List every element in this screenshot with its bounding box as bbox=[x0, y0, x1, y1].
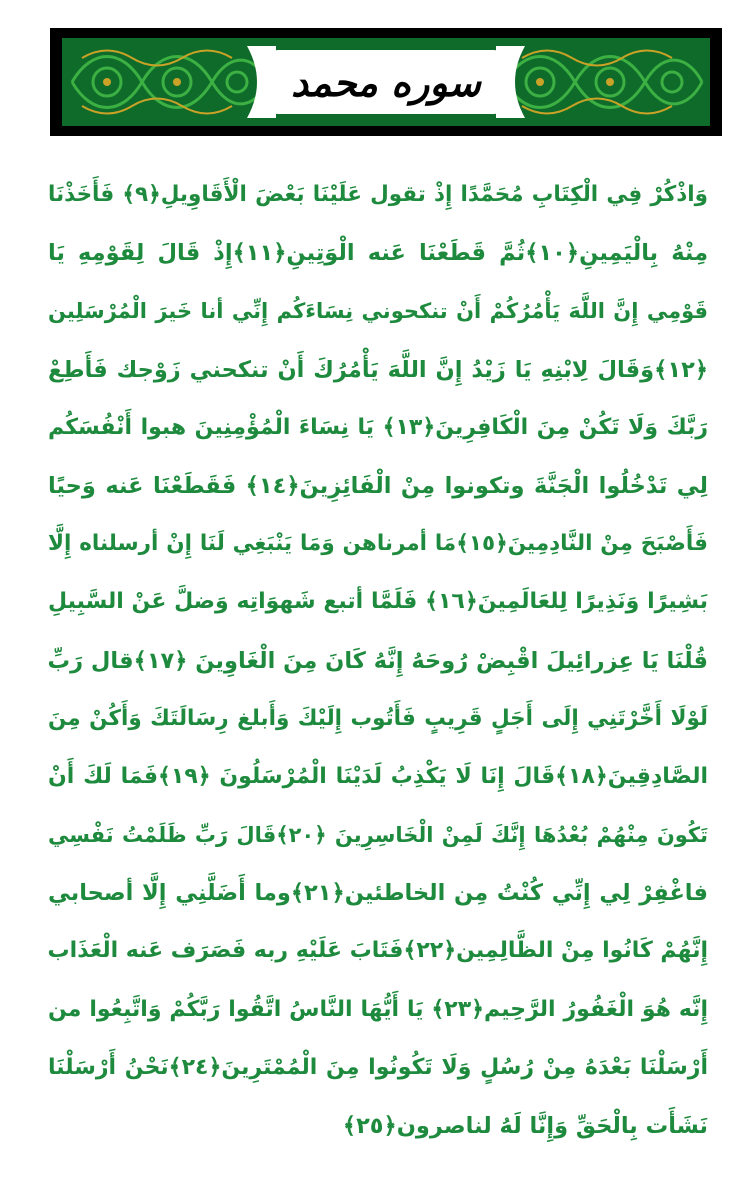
title-cartouche bbox=[272, 50, 500, 114]
verse-text-block bbox=[48, 166, 708, 1155]
text-line: فَأَصْبَحَ مِنْ النَّادِمِينَ﴿١٥﴾مَا أمرناهن وَمَا يَنْبَغِي لَنَا إِنْ أرسلناه إِلَّا bbox=[48, 531, 708, 557]
text-line: قَوْمِي إِنَّ اللَّهَ يَأْمُرُكُمْ أَنْ تنكحوني نِسَاءَكُم إِنِّي أنا خَيرَ الْمُرْسَلِين bbox=[48, 299, 708, 324]
text-line: فاغْفِرْ لِي إِنِّي كُنْتُ مِن الخاطئين﴿٢١﴾وما أَضَلَّنِي إِلَّا أصحابي bbox=[48, 880, 708, 907]
text-line: إِنَّهُمْ كَانُوا مِنْ الظَّالِمِين﴿٢٢﴾فَتَابَ عَلَيْهِ ربه فَصَرَف عَنه الْعَذَاب bbox=[47, 938, 708, 964]
text-line: وَاذْكُرْ فِي الْكِتَابِ مُحَمَّدًا إِذْ تقول عَلَيْنَا بَعْضَ الْأَقَاوِيلِ﴿٩﴾ فَأَخَذْنَا bbox=[48, 182, 708, 207]
text-line: لِي تَدْخُلُوا الْجَنَّةَ وتكونوا مِنْ الْفَائِزِينَ﴿١٤﴾ فَقَطَعْنَا عَنه وَحيًا bbox=[48, 472, 708, 499]
text-line: أَرْسَلْنَا بَعْدَهُ مِنْ رُسُلٍ وَلَا تَكُونُوا مِنَ الْمُمْتَرِينَ﴿٢٤﴾نَحْنُ أَرْسَلْنَا bbox=[48, 1054, 708, 1080]
text-line: نَشَأَت بِالْحَقِّ وَإِنَّا لَهُ لناصرون﴿٢٥﴾ bbox=[342, 1113, 708, 1139]
text-line: قُلْنَا يَا عِزرائِيلَ اقْبِضْ رُوحَهُ إِنَّهُ كَانَ مِنَ الْغَاوِينَ ﴿١٧﴾قال رَبِّ bbox=[47, 647, 708, 674]
ornamental-frame bbox=[62, 38, 710, 126]
text-line: لَوْلَا أَخَّرْتَنِي إِلَى أَجَلٍ قَرِيبٍ فَأَتُوب إِلَيْكَ وَأَبلغ رِسَالَتَكَ وَأَكُنْ مِنَ bbox=[48, 705, 708, 731]
text-line: إِنَّه هُوَ الْغَفُورُ الرَّحِيم﴿٢٣﴾ يَا أَيُّهَا النَّاسُ اتَّقُوا رَبَّكُمْ وَاتَّبِعُوا من bbox=[48, 996, 708, 1022]
text-line: رَبَّكَ وَلَا تَكُنْ مِنَ الْكَافِرِينَ﴿١٣﴾ يَا نِسَاءَ الْمُؤْمِنِينَ هبوا أَنْفُسَكُم bbox=[48, 414, 708, 440]
text-line: بَشِيرًا وَنَذِيرًا لِلعَالَمِينَ﴿١٦﴾ فَلَمَّا أتبع شَهوَاتِه وَضلَّ عَنْ السَّبِيلِ bbox=[48, 589, 708, 615]
text-line: تَكُونَ مِنْهُمْ بُعْدُهَا إِنَّكَ لَمِنْ الْخَاسِرِينَ ﴿٢٠﴾قَالَ رَبِّ ظَلَمْتُ نَفْسِي bbox=[48, 823, 709, 848]
surah-title: سوره محمد bbox=[291, 59, 481, 105]
text-line: مِنْهُ بِالْيَمِينِ﴿١٠﴾ثُمَّ قَطَعْنَا عَنه الْوَتِينِ﴿١١﴾إِذْ قَالَ لِقَوْمِهِ يَا bbox=[48, 240, 709, 267]
surah-header-banner bbox=[50, 28, 722, 136]
text-line: ﴿١٢﴾وَقَالَ لِابْنِهِ يَا زَيْدُ إِنَّ اللَّهَ يَأْمُرُكَ أَنْ تنكحني زَوْجك فَأَطِعْ bbox=[48, 356, 708, 383]
text-line: الصَّادِقِينَ﴿١٨﴾قَالَ إِنَا لَا يَكْذِبُ لَدَيْنَا الْمُرْسَلُونَ ﴿١٩﴾فَمَا لَكَ أَنْ bbox=[48, 763, 708, 789]
